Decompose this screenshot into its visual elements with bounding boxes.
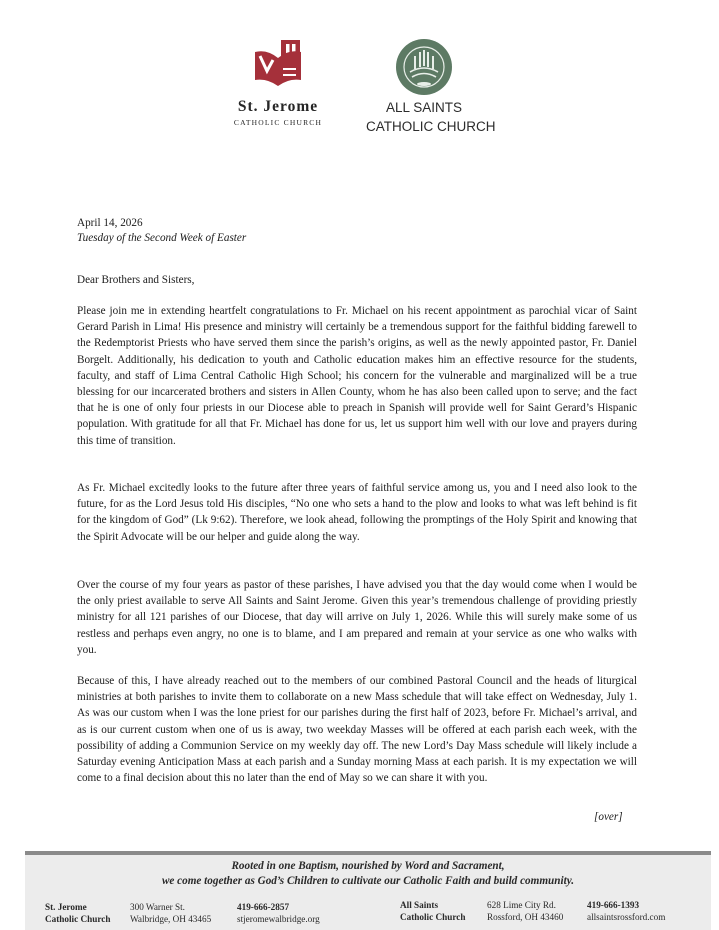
st-jerome-logo — [228, 38, 328, 127]
footer — [25, 855, 711, 930]
all-saints-phone: 419-666-1393 — [587, 900, 640, 910]
st-jerome-footer-name-2: Catholic Church — [45, 914, 111, 924]
footer-tagline — [25, 859, 711, 889]
salutation: Dear Brothers and Sisters, — [77, 274, 195, 286]
all-saints-logo — [366, 38, 496, 134]
all-saints-footer-name — [400, 899, 465, 923]
liturgical-day: Tuesday of the Second Week of Easter — [77, 232, 247, 244]
book-arch-icon — [250, 38, 306, 90]
st-jerome-city: Walbridge, OH 43465 — [130, 914, 212, 924]
st-jerome-footer-name — [45, 901, 110, 925]
paragraph: Over the course of my four years as pastor of these parishes, I have advised you that the day would come when I would be the only priest available to serve All Saints and Saint Jerome. Given this year’s tremendous challenge of providing priestly ministry for all 121 parishes of our Diocese, that day will arrive on July 1, 2026. While this will surely make some of us restless and perhaps even angry, no one is to blame, and I am prepared and remain at your service as one who walks with you. — [77, 579, 637, 656]
all-saints-address — [487, 899, 563, 923]
st-jerome-footer-name-1: St. Jerome — [45, 902, 87, 912]
all-saints-website[interactable]: allsaintsrossford.com — [587, 912, 666, 922]
st-jerome-contact — [237, 901, 320, 925]
st-jerome-website[interactable]: stjeromewalbridge.org — [237, 914, 320, 924]
st-jerome-phone: 419-666-2857 — [237, 902, 290, 912]
all-saints-footer-name-2: Catholic Church — [400, 912, 466, 922]
paragraph: Please join me in extending heartfelt congratulations to Fr. Michael on his recent appointment as parochial vicar of Saint Gerard Parish in Lima! His presence and ministry will certainly be a tremendous support for the faithful bidding farewell to the Redemptorist Priests who have served them since the parish’s origins, as well as the newly appointed pastor, Fr. Daniel Borgelt. Additionally, his dedication to youth and Catholic education makes him an effective resource for the students, faculty, and staff of Lima Central Catholic High School; his concern for the vulnerable and marginalized will be a true blessing for our incarcerated brothers and sisters in Allen County, whom he has also been called upon to serve; and the fact that he is one of only four priests in our Diocese able to preach in Spanish will provide well for Saint Gerard’s Hispanic population. With gratitude for all that Fr. Michael has done for us, let us support him well with our love and prayers during this time of transition. — [77, 305, 637, 447]
st-jerome-name: St. Jerome — [237, 98, 319, 115]
st-jerome-street: 300 Warner St. — [130, 902, 185, 912]
st-jerome-subtitle: CATHOLIC CHURCH — [233, 118, 323, 127]
all-saints-footer-name-1: All Saints — [400, 900, 439, 910]
letter-date: April 14, 2026 — [77, 217, 143, 229]
tagline-line-2: we come together as God’s Children to cultivate our Catholic Faith and build community. — [161, 875, 575, 887]
all-saints-street: 628 Lime City Rd. — [487, 900, 556, 910]
st-jerome-address — [130, 901, 211, 925]
all-saints-seal-icon — [395, 38, 453, 96]
continued-marker: [over] — [594, 811, 623, 823]
tagline-line-1: Rooted in one Baptism, nourished by Word and Sacrament, — [231, 860, 505, 872]
paragraph: Because of this, I have already reached out to the members of our combined Pastoral Council and the heads of liturgical ministries at both parishes to invite them to collaborate on a new Mass schedule that will take effect on Wednesday, July 1. As was our custom when I was the lone priest for our parishes during the first half of 2023, before Fr. Michael’s arrival, and as is our current custom when one of us is away, two weekday Masses will be offered at each parish each week, with the possibility of adding a Communion Service on my weekly day off. The new Lord’s Day Mass schedule will likely include a Saturday evening Anticipation Mass at each parish and a Sunday morning Mass at each parish. It is my expectation we will come to a final decision about this no later than the end of May so we can share it with you. — [77, 675, 637, 785]
paragraph: As Fr. Michael excitedly looks to the future after three years of faithful service among us, you and I need also look to the future, for as the Lord Jesus told His disciples, “No one who sets a hand to the plow and looks to what was left behind is fit for the kingdom of God” (Lk 9:62). Therefore, we look ahead, following the promptings of the Holy Spirit and knowing that the Spirit Advocate will be our helper and guide along the way. — [77, 482, 637, 543]
all-saints-name-line1: ALL SAINTS — [385, 100, 463, 115]
all-saints-contact — [587, 899, 665, 923]
all-saints-name-line2: CATHOLIC CHURCH — [366, 119, 496, 134]
all-saints-city: Rossford, OH 43460 — [487, 912, 564, 922]
